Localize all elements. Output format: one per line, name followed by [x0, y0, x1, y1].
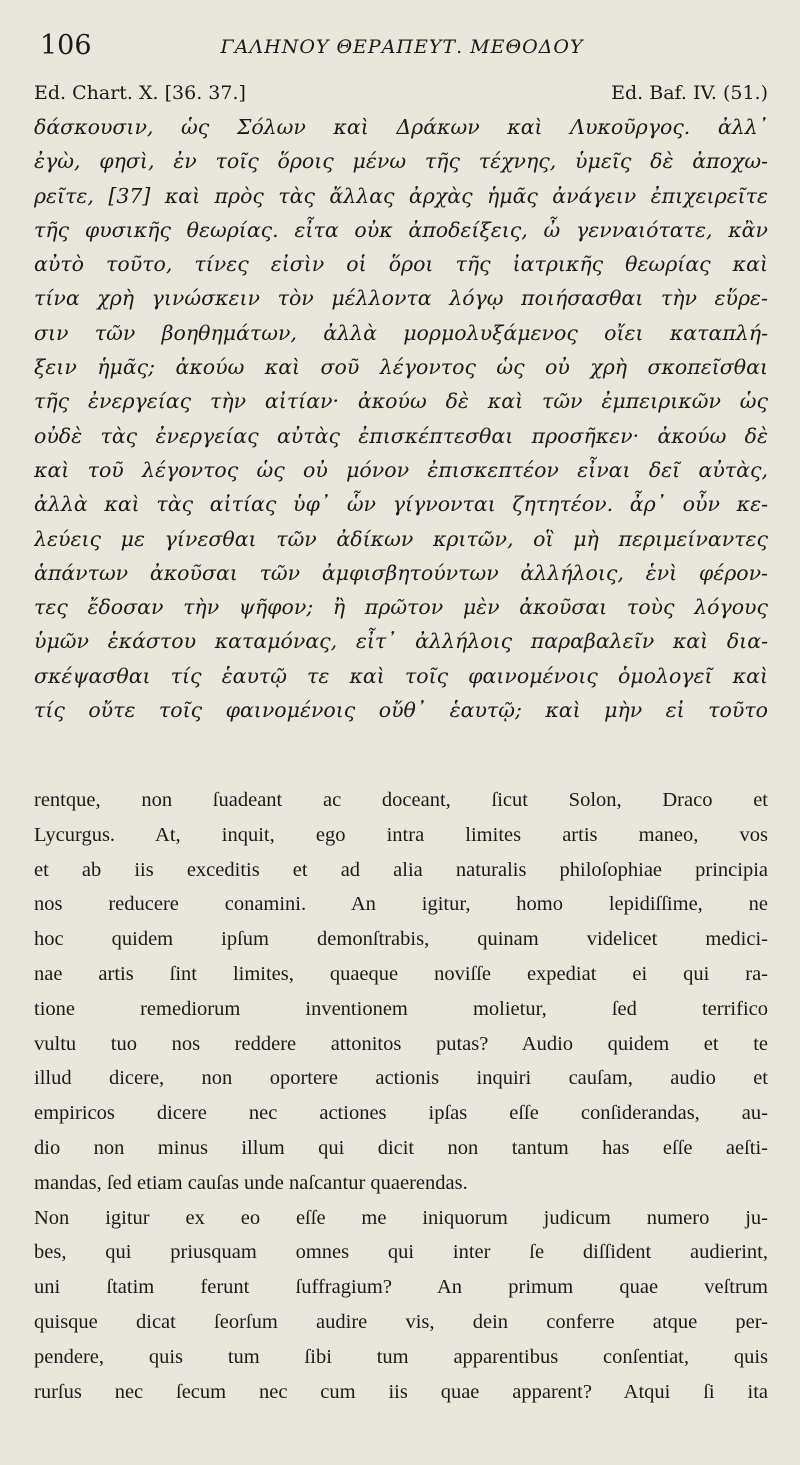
- latin-line: tione remediorum inventionem molietur, ſed terrifico: [34, 997, 768, 1020]
- latin-line: Lycurgus. At, inquit, ego intra limites artis maneo, vos: [34, 823, 768, 846]
- greek-line: ἐγὼ, φησὶ, ἐν τοῖς ὅροις μένω τῆς τέχνης, ὑμεῖς δὲ ἀποχω-: [34, 149, 768, 174]
- greek-line: τῆς φυσικῆς θεωρίας. εἶτα οὐκ ἀποδείξεις, ὦ γενναιότατε, κἂν: [34, 217, 768, 242]
- greek-line: λεύεις με γίνεσθαι τῶν ἀδίκων κριτῶν, οἳ μὴ περιμείναντες: [34, 526, 768, 551]
- latin-line: illud dicere, non oportere actionis inquiri cauſam, audio et: [34, 1067, 768, 1090]
- greek-line: δάσκουσιν, ὡς Σόλων καὶ Δράκων καὶ Λυκοῦργος. ἀλλ᾽: [34, 115, 768, 139]
- greek-line: τῆς ἐνεργείας τὴν αἰτίαν· ἀκούω δὲ καὶ τῶν ἐμπειρικῶν ὡς: [34, 389, 768, 414]
- greek-line: ἁπάντων ἀκοῦσαι τῶν ἀμφισβητούντων ἀλλήλοις, ἑνὶ φέρον-: [34, 560, 768, 585]
- greek-line: τίνα χρὴ γινώσκειν τὸν μέλλοντα λόγῳ ποιήσασθαι τὴν εὕρε-: [34, 286, 768, 311]
- edition-reference-right: Ed. Baf. IV. (51.): [611, 82, 768, 104]
- greek-line: οὐδὲ τὰς ἐνεργείας αὐτὰς ἐπισκέπτεσθαι προσῆκεν· ἀκούω δὲ: [34, 423, 768, 448]
- latin-line: et ab iis exceditis et ad alia naturalis philoſophiae principia: [34, 858, 768, 881]
- greek-text-block: [34, 110, 768, 727]
- latin-line: hoc quidem ipſum demonſtrabis, quinam videlicet medici-: [34, 928, 768, 951]
- greek-line: ρεῖτε, [37] καὶ πρὸς τὰς ἄλλας ἀρχὰς ἡμᾶς ἀνάγειν ἐπιχειρεῖτε: [34, 183, 768, 208]
- latin-line: bes, qui priusquam omnes qui inter ſe diſſident audierint,: [34, 1241, 768, 1264]
- greek-line: ἀλλὰ καὶ τὰς αἰτίας ὑφ᾽ ὧν γίγνονται ζητητέον. ἆρ᾽ οὖν κε-: [34, 492, 768, 517]
- latin-line: rentque, non ſuadeant ac doceant, ſicut Solon, Draco et: [34, 789, 768, 811]
- latin-text-block: [34, 783, 768, 1409]
- greek-line: ξειν ἡμᾶς; ἀκούω καὶ σοῦ λέγοντος ὡς οὐ χρὴ σκοπεῖσθαι: [34, 355, 768, 380]
- greek-line: ὑμῶν ἑκάστου καταμόνας, εἶτ᾽ ἀλλήλοις παραβαλεῖν καὶ δια-: [34, 629, 768, 654]
- greek-line: σκέψασθαι τίς ἑαυτῷ τε καὶ τοῖς φαινομένοις ὁμολογεῖ καὶ: [34, 663, 768, 688]
- latin-line: quisque dicat ſeorſum audire vis, dein conferre atque per-: [34, 1310, 768, 1333]
- greek-line: καὶ τοῦ λέγοντος ὡς οὐ μόνον ἐπισκεπτέον εἶναι δεῖ αὐτὰς,: [34, 457, 768, 482]
- page-number: 106: [40, 30, 92, 61]
- latin-line: rurſus nec ſecum nec cum iis quae apparent? Atqui ſi ita: [34, 1380, 768, 1403]
- latin-line: empiricos dicere nec actiones ipſas eſſe conſiderandas, au-: [34, 1102, 768, 1125]
- greek-line: αὐτὸ τοῦτο, τίνες εἰσὶν οἱ ὅροι τῆς ἰατρικῆς θεωρίας καὶ: [34, 252, 768, 277]
- running-title: ΓΑΛΗΝΟΥ ΘΕΡΑΠΕΥΤ. ΜΕΘΟΔΟΥ: [220, 36, 584, 58]
- greek-line: τίς οὔτε τοῖς φαινομένοις οὔθ᾽ ἑαυτῷ; καὶ μὴν εἰ τοῦτο: [34, 698, 768, 723]
- latin-line: vultu tuo nos reddere attonitos putas? Audio quidem et te: [34, 1032, 768, 1055]
- latin-line: nos reducere conamini. An igitur, homo lepidiſſime, ne: [34, 893, 768, 916]
- latin-line: uni ſtatim ferunt ſuffragium? An primum quae veſtrum: [34, 1276, 768, 1299]
- latin-line: Non igitur ex eo eſſe me iniquorum judicum numero ju-: [34, 1206, 768, 1229]
- page-header: [34, 30, 770, 70]
- latin-line: dio non minus illum qui dicit non tantum has eſſe aeſti-: [34, 1136, 768, 1159]
- latin-line: pendere, quis tum ſibi tum apparentibus conſentiat, quis: [34, 1345, 768, 1368]
- edition-reference-left: Ed. Chart. X. [36. 37.]: [34, 82, 246, 104]
- greek-line: τες ἔδοσαν τὴν ψῆφον; ἢ πρῶτον μὲν ἀκοῦσαι τοὺς λόγους: [34, 595, 768, 620]
- greek-line: σιν τῶν βοηθημάτων, ἀλλὰ μορμολυξάμενος οἴει καταπλή-: [34, 320, 768, 345]
- latin-line: mandas, ſed etiam cauſas unde naſcantur quaerendas.: [34, 1171, 468, 1194]
- latin-line: nae artis ſint limites, quaeque noviſſe expediat ei qui ra-: [34, 962, 768, 985]
